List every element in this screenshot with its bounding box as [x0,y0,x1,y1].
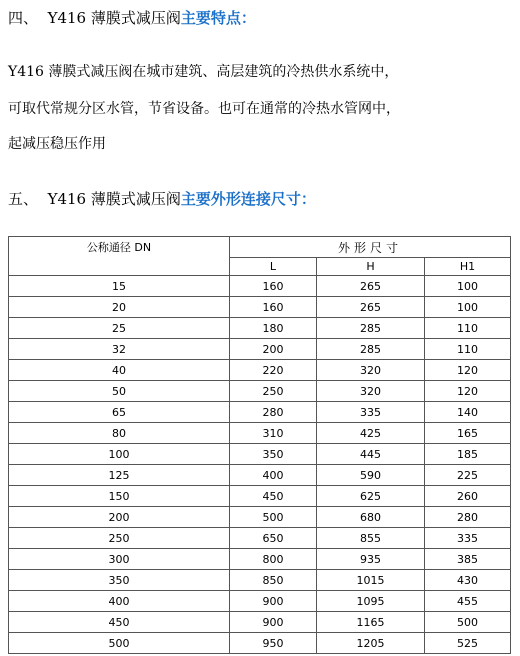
cell-h: 1205 [317,633,425,654]
description-line-2: 可取代常规分区水管，节省设备。也可在通常的冷热水管网中， [8,101,400,117]
cell-l: 900 [230,591,317,612]
header-col-l: L [230,258,317,276]
table-row [9,423,511,444]
table-row [9,297,511,318]
cell-dn: 250 [9,528,230,549]
cell-h: 680 [317,507,425,528]
dimensions-table [8,236,511,654]
cell-dn: 300 [9,549,230,570]
cell-h: 265 [317,297,425,318]
cell-l: 200 [230,339,317,360]
cell-h1: 455 [425,591,511,612]
cell-h: 625 [317,486,425,507]
cell-dn: 40 [9,360,230,381]
cell-h: 1095 [317,591,425,612]
cell-l: 950 [230,633,317,654]
table-row [9,381,511,402]
header-dimensions-group: 外形尺寸 [230,237,511,258]
cell-h1: 260 [425,486,511,507]
cell-h: 265 [317,276,425,297]
cell-h: 935 [317,549,425,570]
cell-dn: 200 [9,507,230,528]
cell-h: 1165 [317,612,425,633]
cell-l: 310 [230,423,317,444]
cell-l: 220 [230,360,317,381]
table-row [9,276,511,297]
table-row [9,444,511,465]
description-line-1: Y416 薄膜式减压阀在城市建筑、高层建筑的冷热供水系统中， [8,64,399,80]
table-row [9,465,511,486]
table-row [9,360,511,381]
cell-l: 250 [230,381,317,402]
cell-h: 425 [317,423,425,444]
cell-dn: 350 [9,570,230,591]
table-row [9,486,511,507]
table-row [9,570,511,591]
cell-h1: 100 [425,276,511,297]
cell-h1: 120 [425,381,511,402]
cell-l: 400 [230,465,317,486]
cell-dn: 65 [9,402,230,423]
cell-l: 500 [230,507,317,528]
cell-h1: 280 [425,507,511,528]
table-row [9,318,511,339]
cell-h1: 140 [425,402,511,423]
cell-l: 160 [230,276,317,297]
cell-dn: 25 [9,318,230,339]
cell-h1: 430 [425,570,511,591]
cell-l: 850 [230,570,317,591]
cell-h: 855 [317,528,425,549]
cell-h1: 110 [425,339,511,360]
cell-h1: 165 [425,423,511,444]
table-row [9,612,511,633]
cell-h1: 335 [425,528,511,549]
cell-h1: 120 [425,360,511,381]
cell-h1: 185 [425,444,511,465]
cell-dn: 32 [9,339,230,360]
section-heading-dimensions [8,189,316,209]
cell-h: 285 [317,318,425,339]
cell-h1: 100 [425,297,511,318]
cell-h1: 225 [425,465,511,486]
cell-dn: 80 [9,423,230,444]
table-row [9,633,511,654]
cell-dn: 125 [9,465,230,486]
cell-h1: 110 [425,318,511,339]
cell-h1: 385 [425,549,511,570]
cell-dn: 400 [9,591,230,612]
cell-dn: 50 [9,381,230,402]
cell-h: 335 [317,402,425,423]
product-model: Y416 薄膜式减压阀 [47,190,181,208]
section-highlight: 主要外形连接尺寸： [180,190,316,208]
cell-h: 285 [317,339,425,360]
cell-dn: 150 [9,486,230,507]
cell-h1: 525 [425,633,511,654]
product-model: Y416 薄膜式减压阀 [47,9,181,27]
cell-l: 450 [230,486,317,507]
table-row [9,591,511,612]
header-col-h1: H1 [425,258,511,276]
table-row [9,402,511,423]
cell-h: 590 [317,465,425,486]
description-line-3: 起减压稳压作用 [8,136,106,152]
table-row [9,549,511,570]
header-nominal-diameter: 公称通径 DN [9,237,230,276]
section-number: 四、 [8,9,39,27]
cell-h: 320 [317,381,425,402]
header-col-h: H [317,258,425,276]
table-row [9,339,511,360]
cell-h: 445 [317,444,425,465]
cell-dn: 20 [9,297,230,318]
cell-l: 160 [230,297,317,318]
cell-h: 1015 [317,570,425,591]
cell-dn: 15 [9,276,230,297]
table-row [9,528,511,549]
cell-l: 800 [230,549,317,570]
cell-dn: 500 [9,633,230,654]
cell-dn: 450 [9,612,230,633]
table-row [9,507,511,528]
section-highlight: 主要特点： [180,9,256,27]
cell-l: 180 [230,318,317,339]
cell-dn: 100 [9,444,230,465]
cell-l: 280 [230,402,317,423]
section-number: 五、 [8,190,39,208]
cell-l: 900 [230,612,317,633]
cell-l: 350 [230,444,317,465]
cell-h1: 500 [425,612,511,633]
cell-h: 320 [317,360,425,381]
cell-l: 650 [230,528,317,549]
section-heading-features [8,8,256,28]
